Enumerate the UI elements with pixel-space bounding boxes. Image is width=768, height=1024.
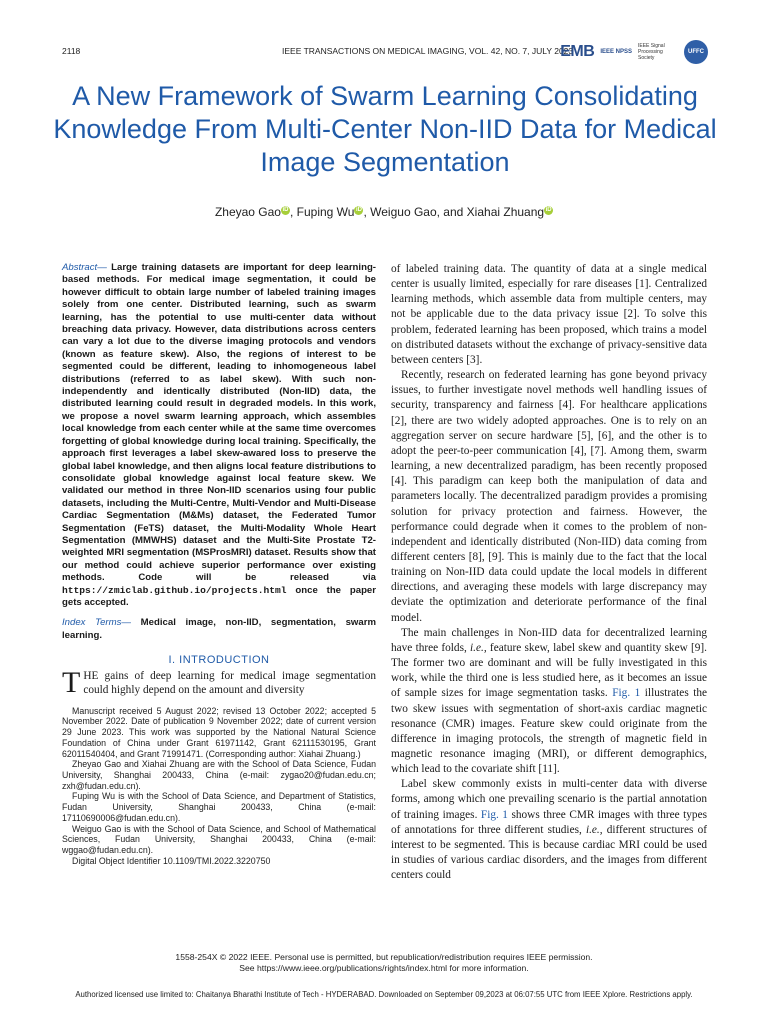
society-logos (560, 40, 708, 64)
page-footer (0, 952, 768, 974)
paper-title: A New Framework of Swarm Learning Consolidating Knowledge From Multi-Center Non-IID Data for Medical Image Segmentation (53, 81, 717, 177)
signal-processing-logo: IEEE Signal Processing Society (638, 43, 665, 61)
body-text: Label skew commonly exists in multi-center data with diverse forms, among which one prevailing scenario is the partial annotation of training images. (391, 778, 707, 821)
orcid-icon[interactable]: iD (545, 207, 552, 213)
body-paragraph: Recently, research on federated learning has gone beyond privacy issues, to further investigate novel methods well handling issues of security, transparency and fairness [4]. For healthcare applications [2], there are two widely adopted approaches. One is to rely on an aggregation server on secure hardware [5], [6], and the other is to adopt the peer-to-peer communication [4], [7]. Among them, swarm learning, a new decentralized paradigm, has been recently proposed [4]. This paradigm can keep both the manipulation of data and parameters locally. The decentralized paradigm provides a promising solution for privacy protection and fairness. However, the performance could degrade when it comes to the problem of non-independent and identically distributed (Non-IID) data coming from different centers [8], [9]. This is mainly due to the fact that the local training on Non-IID data could update the local models in different directions, and averaging these models with large discrepancy may deviate the optimization and deteriorate performance of the final model. (391, 369, 707, 624)
figure-link[interactable]: Fig. 1 (480, 808, 508, 821)
author-list (0, 205, 768, 219)
abstract-tail: once the paper gets accepted. (62, 584, 376, 608)
page-number: 2118 (62, 46, 81, 56)
abstract-text: Large training datasets are important for deep learning-based methods. For medical image segmentation, it could be however difficult to obtain large number of labeled training images solely from one center. Distributed learning, such as swarm learning, has the potential to use multi-center data without breaching data privacy. However, data distributions across centers can vary a lot due to the diverse imaging protocols and vendors (known as feature skew). Also, the regions of interest to be segmented could be different, leading to inhomogeneous label distributions (referred to as label skew). With such non-independently and identically distributed (Non-IID) data, the distributed learning could result in degraded models. In this work, we propose a novel swarm learning approach, which assembles local knowledge from each center while at the same time overcomes forgetting of global knowledge during local training. Specifically, the approach first leverages a label skew-awared loss to preserve the global label knowledge, and then aligns local feature distributions to consolidate global knowledge against local feature skew. We validated our method in three Non-IID scenarios using four public datasets, including the Multi-Centre, Multi-Vendor and Multi-Disease Cardiac Segmentation (M&Ms) dataset, the Federated Tumor Segmentation (FeTS) dataset, the Multi-Modality Whole Heart Segmentation (MMWHS) dataset and the Multi-Site Prostate T2-weighted MRI segmentation (MSProsMRI) dataset. Results show that our method could achieve superior performance over existing methods. Code will be released via (62, 262, 376, 584)
orcid-icon[interactable]: iD (282, 207, 289, 213)
intro-paragraph (62, 666, 376, 700)
author-separator: , (289, 205, 297, 219)
body-paragraph (391, 626, 707, 778)
footnote-affiliation: Fuping Wu is with the School of Data Science, and Department of Statistics, Fudan University, Shanghai 200433, China (e-mail: 17110690006@fudan.edu.cn). (62, 791, 376, 823)
footnote-doi: Digital Object Identifier 10.1109/TMI.2022.3220750 (72, 855, 271, 866)
author-name: Weiguo Gao (370, 205, 437, 219)
authorized-use-notice: Authorized licensed use limited to: Chaitanya Bharathi Institute of Tech - HYDERABAD. Downloaded on September 09,2023 at 06:07:55 UTC from IEEE Xplore. Restrictions apply. (75, 990, 693, 999)
body-text: The main challenges in Non-IID data for decentralized learning have three folds, (391, 626, 707, 654)
drop-cap: T (62, 666, 81, 700)
index-terms-text: Medical image, non-IID, segmentation, swarm learning. (62, 617, 376, 641)
journal-name: IEEE TRANSACTIONS ON MEDICAL IMAGING, VOL. 42, NO. 7, JULY 2023 (282, 46, 574, 56)
footnote-affiliation: Weiguo Gao is with the School of Data Science, and School of Mathematical Sciences, Fudan University, Shanghai 200433, China (e-mail: wggao@fudan.edu.cn). (62, 823, 376, 855)
author-separator: , and (436, 205, 467, 219)
abstract (62, 262, 376, 609)
right-column (391, 262, 707, 883)
section-heading: I. INTRODUCTION (168, 654, 270, 667)
left-column (62, 262, 376, 866)
author-separator: , (363, 205, 371, 219)
footnote-manuscript: Manuscript received 5 August 2022; revised 13 October 2022; accepted 5 November 2022. Date of publication 9 November 2022; date of current version 29 June 2023. This work was supported by the National Natural Science Foundation of China under Grant 61971142, Grant 62111530195, Grant 62011540404, and Grant 71991471. (Corresponding author: Xiahai Zhuang.) (62, 705, 376, 759)
figure-link[interactable]: Fig. 1 (612, 687, 641, 700)
body-text: different structures of interest to be segmented. This is because cardiac MRI could be used in studies of various cardiac disorders, and the images from different centers could (391, 823, 707, 882)
abstract-label: Abstract— (62, 262, 107, 273)
orcid-icon[interactable]: iD (355, 207, 362, 213)
copyright-notice: 1558-254X © 2022 IEEE. Personal use is permitted, but republication/redistribution requires IEEE permission. (175, 952, 593, 962)
footnotes (62, 706, 376, 867)
body-text-italic: i.e., (585, 823, 603, 836)
code-url[interactable]: https://zmiclab.github.io/projects.html (62, 584, 287, 596)
rights-link[interactable]: See https://www.ieee.org/publications/rights/index.html for more information. (239, 963, 529, 973)
author-name: Xiahai Zhuang (466, 205, 545, 219)
emb-logo: EMB (560, 43, 595, 60)
body-text-italic: i.e., (470, 641, 487, 654)
author-name: Fuping Wu (296, 205, 355, 219)
npss-logo: IEEE NPSS (600, 48, 632, 55)
body-text: illustrates the two skew issues with segmentation of short-axis cardiac magnetic resonance (CMR) images. Feature skew could originate from the difference in imaging protocols, the strength of magnetic field in magnetic resonance imaging (MRI), or different demographics, which lead to the covariate shift [11]. (391, 687, 708, 776)
page-header (62, 44, 708, 66)
footnote-affiliation: Zheyao Gao and Xiahai Zhuang are with the School of Data Science, Fudan University, Shanghai 200433, China (e-mail: zygao20@fudan.edu.cn; zxh@fudan.edu.cn). (62, 759, 376, 791)
body-text: shows three CMR images with three types of annotations for three different studies, (391, 808, 707, 836)
index-terms-label: Index Terms— (62, 617, 132, 629)
body-text: feature skew, label skew and quantity skew [9]. The former two are dominant and will be fully investigated in this work, while the third one is less studied here, as it becomes an issue of sample sizes for image segmentation tasks. (391, 641, 707, 700)
body-paragraph (391, 777, 707, 883)
index-terms (62, 617, 376, 642)
author-name: Zheyao Gao (214, 205, 281, 219)
intro-text: HE gains of deep learning for medical image segmentation could highly depend on the amount and diversity (83, 670, 376, 697)
uffc-logo: UFFC (684, 40, 708, 64)
body-paragraph: of labeled training data. The quantity of data at a single medical center is usually limited, especially for rare diseases [1]. Centralized learning methods, which assemble data from multiple centers, may not be applicable due to the data privacy issue [2]. To solve this problem, federated learning has been proposed, which trains a model on distributed datasets without the exchange of privacy-sensitive data between centers [3]. (391, 263, 707, 366)
